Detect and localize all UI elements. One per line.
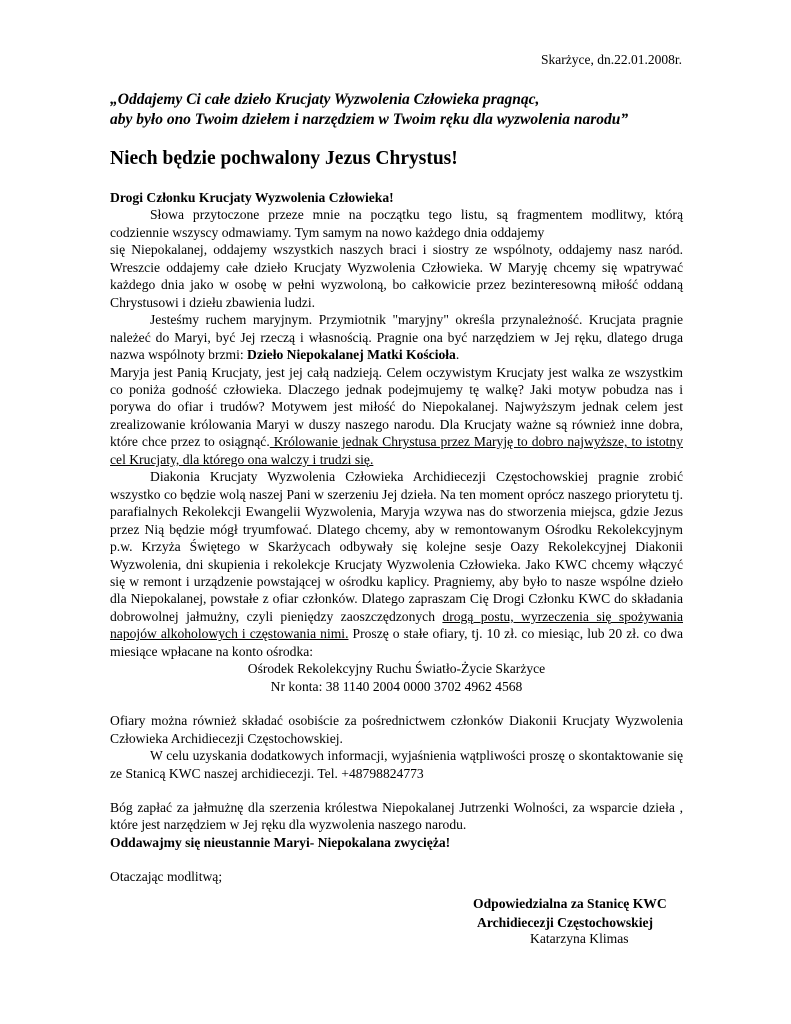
letter-body	[110, 189, 683, 886]
motto-line-2: aby było ono Twoim dziełem i narzędziem w Twoim ręku dla wyzwolenia narodu”	[110, 111, 629, 128]
paragraph-1b: się Niepokalanej, oddajemy wszystkich naszych braci i siostry ze wspólnoty, oddajemy nasz naród. Wreszcie oddajemy całe dzieło Krucjaty Wyzwolenia Człowieka. W Maryję chcemy się wpatrywać każdego dnia jako w osobę w pełni wyzwoloną, bo całkowicie przez bezinteresowną miłość oddaną Chrystusowi i dziełu zbawienia ludzi.	[110, 242, 683, 310]
underlined-goal: Królowanie jednak Chrystusa przez Maryję to dobro najwyższe, to istotny cel Krucjaty, dla którego ona walczy i trudzi się.	[110, 434, 683, 467]
motto-quote	[110, 90, 710, 130]
signature-role: Odpowiedzialna za Stanicę KWC	[473, 896, 667, 911]
spacer	[110, 782, 683, 799]
underlined-fasting: drogą postu, wyrzeczenia się spożywania napojów alkoholowych i częstowania nimi.	[110, 608, 683, 642]
paragraph-5: Ofiary można również składać osobiście za pośrednictwem członków Diakonii Krucjaty Wyzwolenia Człowieka Archidiecezji Częstochowskiej.	[110, 713, 683, 746]
paragraph-6: W celu uzyskania dodatkowych informacji, wyjaśnienia wątpliwości proszę o skontaktowanie się ze Stanicą KWC naszej archidiecezji. Tel. +48798824773	[110, 748, 683, 781]
account-number: Nr konta: 38 1140 2004 0000 3702 4962 4568	[270, 678, 523, 694]
community-name: Dzieło Niepokalanej Matki Kościoła	[247, 347, 456, 363]
closing-line: Otaczając modlitwą;	[110, 869, 223, 885]
spacer	[110, 695, 683, 712]
paragraph-1: Słowa przytoczone przeze mnie na początku tego listu, są fragmentem modlitwy, którą codziennie wszyscy odmawiamy. Tym samym na nowo każdego dnia oddajemy	[110, 207, 683, 240]
spacer	[110, 851, 683, 868]
greeting-heading: Niech będzie pochwalony Jezus Chrystus!	[110, 148, 458, 169]
signature-name: Katarzyna Klimas	[530, 931, 629, 946]
paragraph-3: Maryja jest Panią Krucjaty, jest jej całą nadzieją. Celem oczywistym Krucjaty jest walka ze wszystkim co poniża godność człowieka. Dlaczego jednak podejmujemy tę walkę? Jaki motyw pobudza nas i porywa do ofiar i trudów? Motywem jest miłość do Niepokalanej. Najwyższym jednak celem jest zrealizowanie królowania Maryi w duszy naszego narodu. Dla Krucjaty ważne są również inne dobra, które chce przez to osiągnąć. Królowanie jednak Chrystusa przez Maryję to dobro najwyższe, to istotny cel Krucjaty, dla którego ona walczy i trudzi się.	[110, 364, 683, 467]
motto-line-1: „Oddajemy Ci całe dzieło Krucjaty Wyzwolenia Człowieka pragnąc,	[110, 91, 540, 108]
paragraph-2: Jesteśmy ruchem maryjnym. Przymiotnik "maryjny" określa przynależność. Krucjata pragnie należeć do Maryi, być Jej rzeczą i własnością. Pragnie ona być narzędziem w Jej ręku, dlatego druga nazwa wspólnoty brzmi: Dzieło Niepokalanej Matki Kościoła.	[110, 312, 683, 363]
account-name: Ośrodek Rekolekcyjny Ruchu Światło-Życie Skarżyce	[247, 661, 546, 677]
signature-archdiocese: Archidiecezji Częstochowskiej	[477, 915, 654, 930]
paragraph-7b: Oddawajmy się nieustannie Maryi- Niepokalana zwycięża!	[110, 834, 451, 850]
paragraph-4: Diakonia Krucjaty Wyzwolenia Człowieka Archidiecezji Częstochowskiej pragnie zrobić wszystko co będzie wolą naszej Pani w szerzeniu Jej dzieła. Na ten moment oprócz naszego priorytetu tj. parafialnych Rekolekcji Ewangelii Wyzwolenia, Maryja wzywa nas do stworzenia miejsca, gdzie Jezus przez Nią będzie mógł tryumfować. Dlatego chcemy, aby w remontowanym Ośrodku Rekolekcyjnym p.w. Krzyża Świętego w Skarżycach odbywały się kolejne sesje Oazy Rekolekcyjnej Diakonii Wyzwolenia, dni skupienia i rekolekcje Krucjaty Wyzwolenia Człowieka. Jako KWC chcemy włączyć się w remont i urządzenie powstającej w ośrodku kaplicy. Pragniemy, aby było to nasze wspólne dzieło dla Niepokalanej, powstałe z ofiar członków. Dlatego zapraszam Cię Drogi Członku KWC do składania dobrowolnej jałmużny, czyli pieniędzy zaoszczędzonych drogą postu, wyrzeczenia się spożywania napojów alkoholowych i częstowania nimi. Proszę o stałe ofiary, tj. 10 zł. co miesiąc, lub 20 zł. co dwa miesiące wpłacane na konto ośrodka:	[110, 469, 683, 659]
letter-date: Skarżyce, dn.22.01.2008r.	[541, 52, 682, 67]
salutation: Drogi Członku Krucjaty Wyzwolenia Człowieka!	[110, 190, 394, 205]
paragraph-7: Bóg zapłać za jałmużnę dla szerzenia królestwa Niepokalanej Jutrzenki Wolności, za wsparcie dzieła , które jest narzędziem w Jej ręku dla wyzwolenia naszego narodu.	[110, 799, 683, 833]
